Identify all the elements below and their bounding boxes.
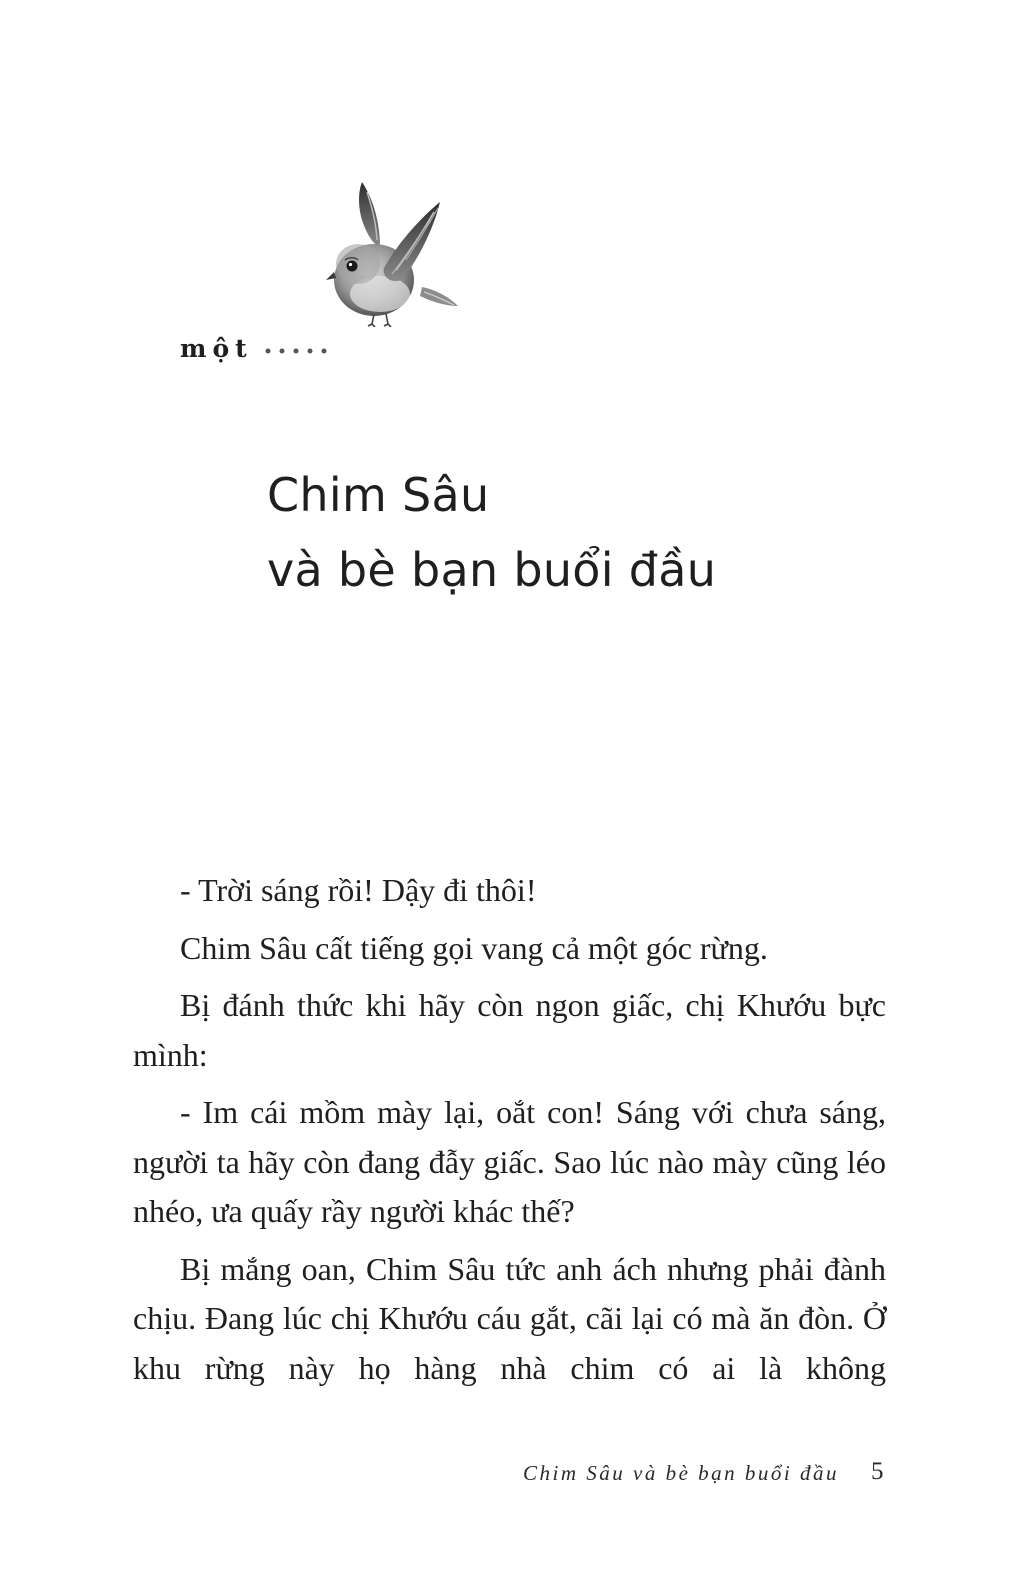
chapter-dots-divider	[264, 347, 336, 355]
paragraph: Bị đánh thức khi hãy còn ngon giấc, chị Khướu bực mình:	[133, 987, 886, 1073]
page-number: 5	[871, 1458, 884, 1485]
paragraph: - Trời sáng rồi! Dậy đi thôi!	[180, 872, 537, 908]
paragraph: Bị mắng oan, Chim Sâu tức anh ách nhưng phải đành chịu. Đang lúc chị Khướu cáu gắt, cãi lại có mà ăn đòn. Ở khu rừng này họ hàng nhà chim có ai là không	[133, 1250, 886, 1386]
chapter-title-line-2: và bè bạn buổi đầu	[267, 543, 717, 597]
chapter-label: một	[180, 334, 253, 363]
paragraph: Chim Sâu cất tiếng gọi vang cả một góc rừng.	[180, 929, 768, 966]
bird-illustration-icon	[322, 172, 462, 327]
body-text	[133, 866, 886, 1401]
chapter-title-line-1: Chim Sâu	[267, 468, 490, 522]
paragraph: - Im cái mồm mày lại, oắt con! Sáng với chưa sáng, người ta hãy còn đang đẫy giấc. Sao lúc nào mày cũng léo nhéo, ưa quấy rầy người khác thế?	[133, 1094, 886, 1229]
chapter-title	[267, 458, 716, 608]
running-footer-title: Chim Sâu và bè bạn buổi đầu	[523, 1461, 839, 1485]
